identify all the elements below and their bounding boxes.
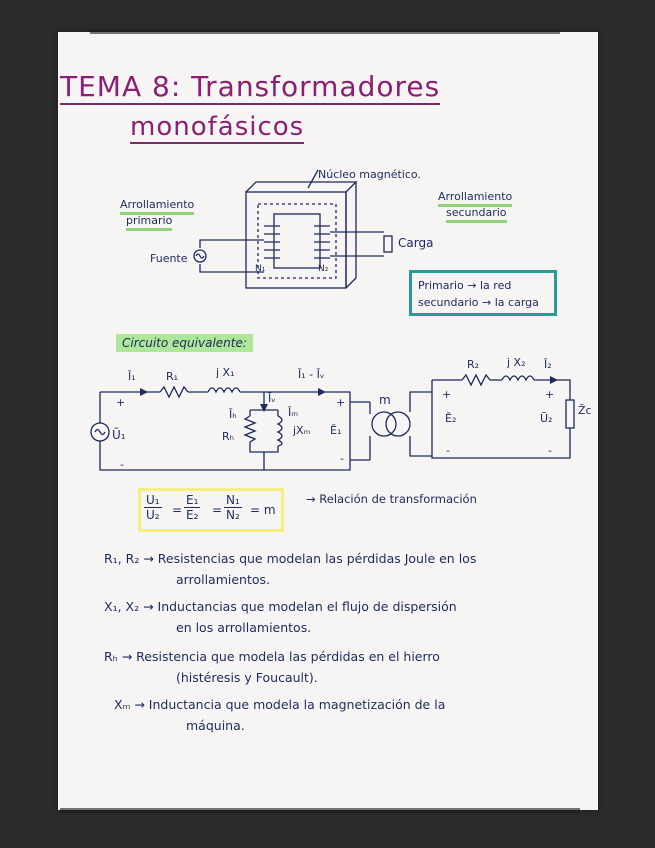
core-window — [274, 214, 320, 268]
load-zc — [566, 400, 574, 428]
minus-primary: - — [120, 458, 124, 471]
n2-label: N₂ — [318, 264, 329, 274]
fuente-label: Fuente — [150, 252, 188, 265]
secundario-label-1: Arrollamiento — [438, 190, 512, 203]
resistor-r2 — [462, 375, 490, 385]
transformer-leads-2 — [370, 392, 432, 460]
source-wave — [196, 254, 204, 258]
primary-winding — [264, 226, 280, 258]
r2-label: R₂ — [467, 358, 480, 371]
eq-2: = — [212, 503, 223, 517]
jx2-label: j X₂ — [507, 356, 526, 369]
u2-label: Ū₂ — [540, 412, 553, 425]
n1-label: N₁ — [255, 264, 266, 274]
transformer-coil-2 — [386, 412, 410, 436]
resistor-r1 — [160, 387, 188, 397]
box-line-1: Primario → la red — [418, 279, 512, 292]
box-line-2: secundario → la carga — [418, 296, 539, 309]
transformer-coil-1 — [372, 412, 396, 436]
carga-label: Carga — [398, 236, 434, 250]
ih-label: Īₕ — [229, 408, 237, 421]
r1-label: R₁ — [166, 370, 179, 383]
plus-e1: + — [336, 396, 346, 409]
plus-primary: + — [116, 396, 126, 409]
frac-n: $\frac{\text{N₁}}{\text{N₂}}$ — [226, 493, 240, 522]
i2-label: Ī₂ — [544, 358, 552, 371]
definition-xm: Xₘ → Inductancia que modela la magnetización de la máquina. — [114, 697, 446, 733]
jxm-label: jXₘ — [293, 424, 311, 437]
jx1-label: j X₁ — [216, 366, 235, 379]
inductor-x1 — [208, 388, 240, 392]
nucleo-pointer — [308, 170, 318, 188]
iv-label: Īᵥ — [268, 392, 276, 405]
eq-1: = — [172, 503, 183, 517]
transformer-leads-1 — [350, 402, 370, 460]
im-label: Īₘ — [288, 406, 299, 419]
frac-e: $\frac{\text{E₁}}{\text{E₂}}$ — [186, 493, 199, 522]
page-subtitle: monofásicos — [130, 112, 305, 142]
eq-m: = m — [250, 503, 276, 517]
u1-label: Ū₁ — [112, 428, 126, 442]
i1-minus-iv-label: Ī₁ - Īᵥ — [298, 368, 325, 381]
i1-label: Ī₁ — [128, 370, 136, 383]
arrow-i1 — [140, 388, 148, 396]
frac-u: $\frac{\text{U₁}}{\text{U₂}}$ — [146, 493, 160, 522]
primario-label-1: Arrollamiento — [120, 198, 194, 211]
load-wires — [330, 232, 384, 256]
wire-loop-1 — [100, 392, 350, 470]
plus-e2: + — [442, 388, 452, 401]
circuito-equivalente-tag: Circuito equivalente: — [116, 334, 253, 352]
ratio-label: → Relación de transformación — [306, 492, 477, 506]
secundario-label-2: secundario — [446, 206, 507, 219]
minus-u2: - — [548, 444, 552, 457]
e2-label: Ē₂ — [445, 412, 457, 425]
flux-path — [258, 204, 336, 278]
resistor-rh — [245, 416, 255, 446]
arrow-i2 — [550, 376, 558, 384]
m-label: m — [379, 393, 391, 407]
arrow-iv — [260, 404, 268, 412]
zc-label: Z̄c — [578, 404, 592, 417]
nucleo-label: Núcleo magnético. — [318, 168, 421, 181]
arrow-i1-iv — [318, 388, 326, 396]
inductor-x2 — [502, 376, 534, 380]
secondary-winding — [314, 226, 330, 258]
wire-sec-loop — [432, 380, 570, 458]
primario-label-2: primario — [126, 214, 172, 227]
load-box — [384, 236, 392, 252]
definition-rh: Rₕ → Resistencia que modela las pérdidas en el hierro (histéresis y Foucault). — [104, 649, 440, 685]
minus-e1: - — [340, 452, 344, 465]
page-title: TEMA 8: Transformadores — [60, 70, 441, 103]
inductor-xm — [278, 416, 282, 446]
definition-x1-x2: X₁, X₂ → Inductancias que modelan el flujo de dispersión en los arrollamientos. — [104, 599, 457, 635]
e1-label: Ē₁ — [330, 424, 342, 437]
rh-label: Rₕ — [222, 430, 235, 443]
minus-e2: - — [446, 444, 450, 457]
definition-r1-r2: R₁, R₂ → Resistencias que modelan las pérdidas Joule en los arrollamientos. — [104, 551, 477, 587]
plus-u2: + — [545, 388, 555, 401]
source-wires — [200, 240, 264, 272]
